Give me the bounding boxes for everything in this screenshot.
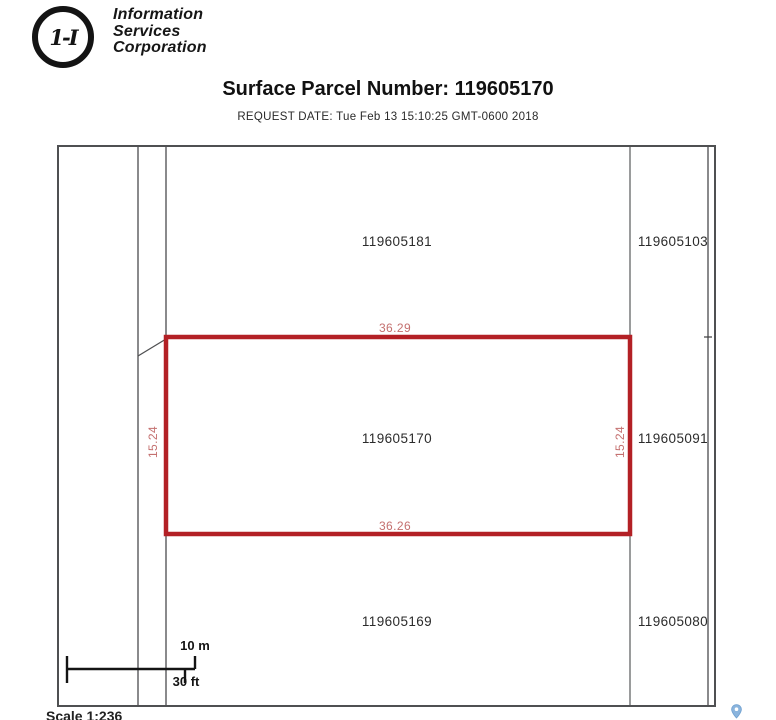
dimension-top: 36.29 [378,321,412,335]
brand-name [113,7,207,57]
parcel-label-highlighted: 119605170 [361,431,433,446]
map-pin-icon [731,704,742,719]
boundary-diagonal [138,339,166,356]
request-date: REQUEST DATE: Tue Feb 13 15:10:25 GMT-0600 2018 [237,111,539,123]
parcel-label: 119605080 [637,614,709,629]
dimension-right: 15.24 [613,425,627,459]
scalebar-metric-label: 10 m [180,638,210,653]
brand-name-line: Services [113,22,181,40]
brand-name-line: Information [113,6,204,23]
scalebar-imperial-label: 30 ft [172,674,200,689]
map-scale-text: Scale 1:236 [46,708,123,720]
parcel-label: 119605181 [361,234,433,249]
parcel-label: 119605091 [637,431,709,446]
brand-name-line: Corporation [113,39,207,56]
dimension-bottom: 36.26 [378,519,412,533]
isc-logo-monogram: 1-I [49,24,77,50]
isc-logo-icon [32,6,94,68]
parcel-map [57,145,716,707]
page-title: Surface Parcel Number: 119605170 [222,78,554,100]
parcel-label: 119605169 [361,614,433,629]
dimension-left: 15.24 [146,425,160,459]
parcel-label: 119605103 [637,234,709,249]
